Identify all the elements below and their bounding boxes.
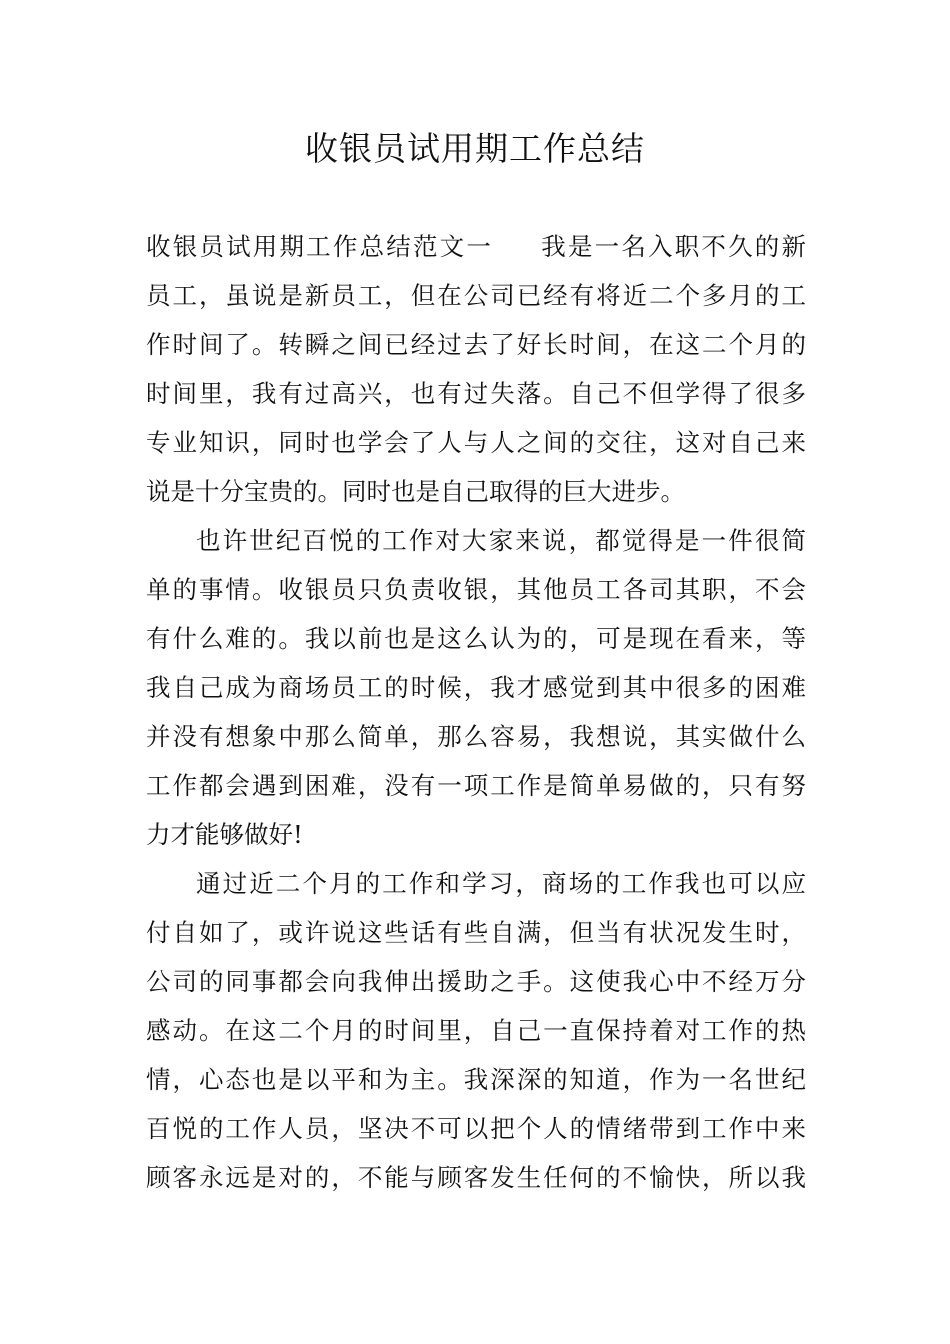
- paragraph: [146, 516, 806, 859]
- text-line: 公司的同事都会向我伸出援助之手。这使我心中不经万分: [146, 967, 806, 996]
- document-title: 收银员试用期工作总结: [305, 129, 645, 168]
- text-line: 感动。在这二个月的时间里，自己一直保持着对工作的热: [146, 1016, 806, 1045]
- text-line: 情，心态也是以平和为主。我深深的知道，作为一名世纪: [146, 1065, 806, 1094]
- section-heading-inline: 收银员试用期工作总结范文一: [146, 232, 494, 261]
- text-line: 顾客永远是对的，不能与顾客发生任何的不愉快，所以我: [146, 1163, 806, 1192]
- text-line: 力才能够做好!: [146, 820, 303, 849]
- document-body: [146, 222, 806, 1202]
- text-line: 员工，虽说是新员工，但在公司已经有将近二个多月的工: [146, 281, 806, 310]
- text-line: 也许世纪百悦的工作对大家来说，都觉得是一件很简: [196, 526, 806, 555]
- text-line: 通过近二个月的工作和学习，商场的工作我也可以应: [196, 869, 806, 898]
- text-line: 付自如了，或许说这些话有些自满，但当有状况发生时，: [146, 918, 806, 947]
- text-line: 百悦的工作人员，坚决不可以把个人的情绪带到工作中来: [146, 1114, 806, 1143]
- text-line: 并没有想象中那么简单，那么容易，我想说，其实做什么: [146, 722, 806, 751]
- text-line: 我自己成为商场员工的时候，我才感觉到其中很多的困难: [146, 673, 806, 702]
- paragraph: [146, 859, 806, 1202]
- text-line: 作时间了。转瞬之间已经过去了好长时间，在这二个月的: [146, 330, 806, 359]
- text-line: 有什么难的。我以前也是这么认为的，可是现在看来，等: [146, 624, 806, 653]
- text-line: 单的事情。收银员只负责收银，其他员工各司其职，不会: [146, 575, 806, 604]
- text-line: 收银员试用期工作总结范文一 我是一名入职不久的新: [146, 232, 807, 261]
- text-line: 专业知识，同时也学会了人与人之间的交往，这对自己来: [146, 428, 806, 457]
- paragraph: [146, 222, 806, 516]
- text-line: 工作都会遇到困难，没有一项工作是简单易做的，只有努: [146, 771, 806, 800]
- text-line: 时间里，我有过高兴，也有过失落。自己不但学得了很多: [146, 379, 806, 408]
- text-line: 说是十分宝贵的。同时也是自己取得的巨大进步。: [146, 477, 685, 506]
